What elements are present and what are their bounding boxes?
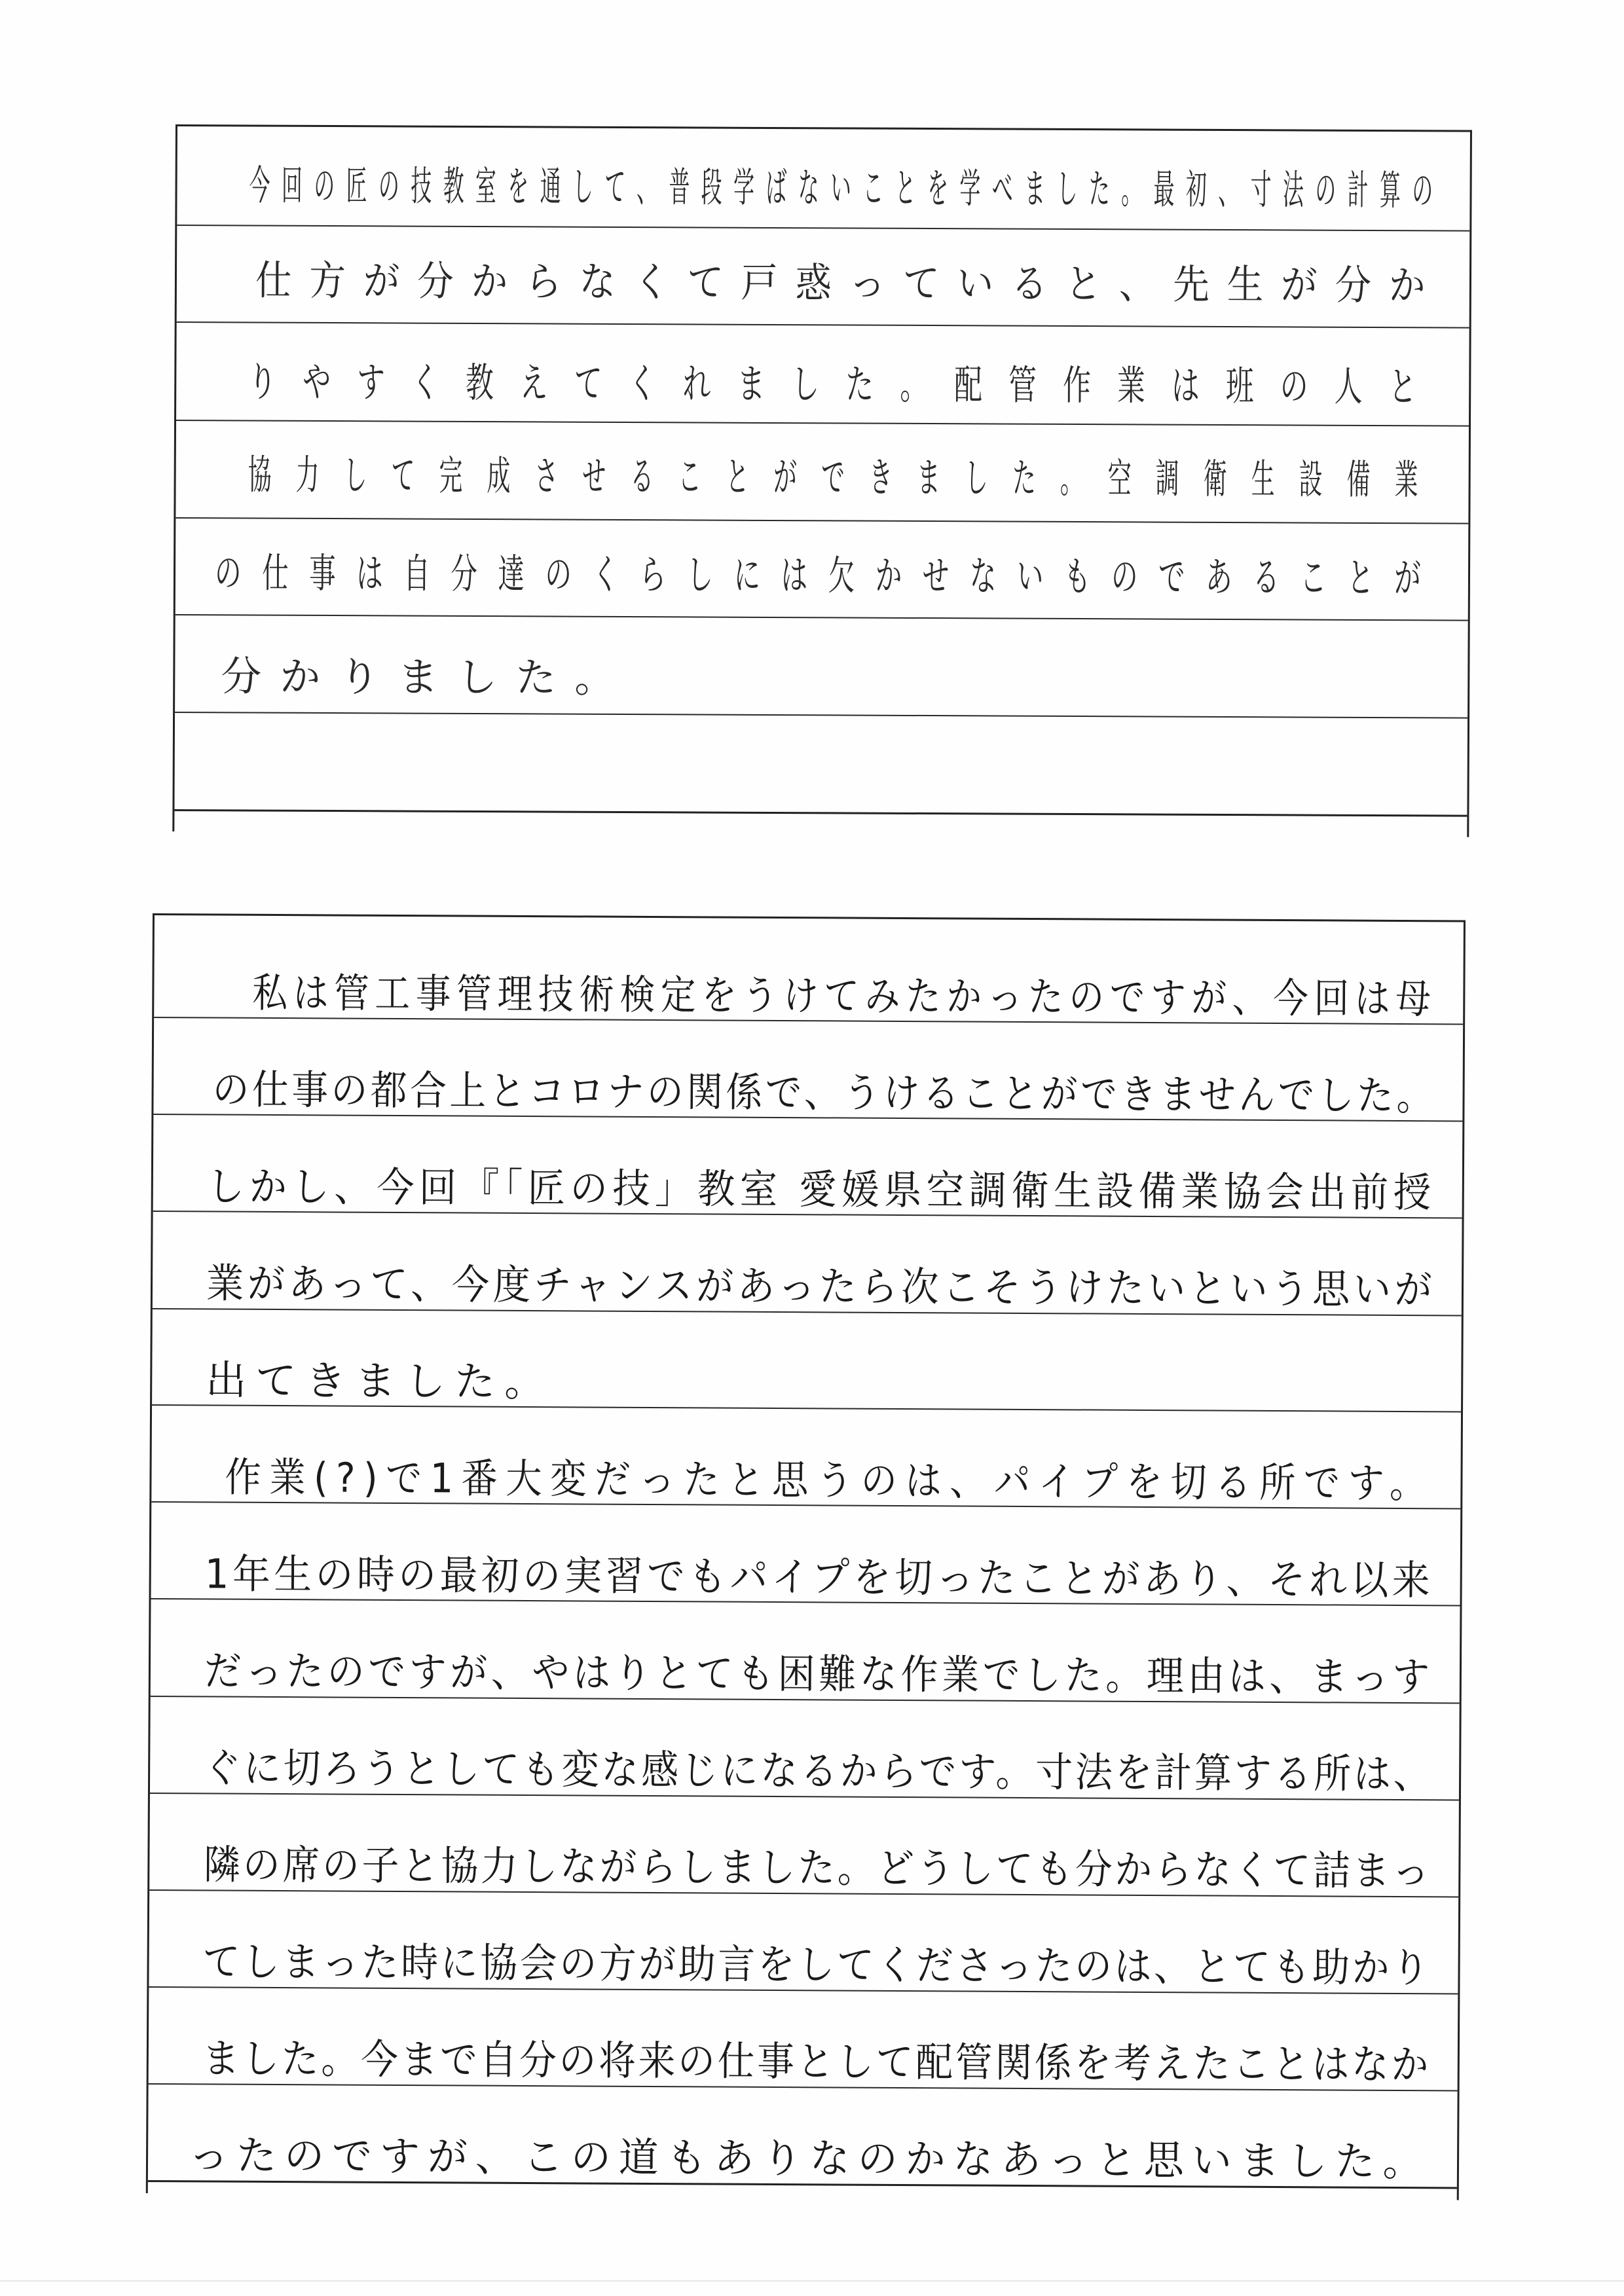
handwritten-line: りやすく教えてくれました。配管作業は班の人と <box>248 357 1443 411</box>
handwritten-line: の仕事の都合上とコロナの関係で、うけることができませんでした。 <box>212 1065 1436 1120</box>
handwritten-line: の仕事は自分達のくらしには欠かせないものであることが <box>214 549 1442 602</box>
handwritten-line: ったのですが、この道もありなのかなあっと思いました。 <box>188 2131 1431 2186</box>
handwritten-line: 分かりました。 <box>221 652 634 702</box>
ruled-line <box>174 809 1467 817</box>
handwritten-line: 作業(?)で1番大変だったと思うのは、パイプを切る所です。 <box>225 1453 1435 1508</box>
handwritten-line: 1年生の時の最初の実習でもパイプを切ったことがあり、それ以来 <box>204 1550 1434 1605</box>
handwritten-line: 業があって、今度チャンスがあったら次こそうけたいという思いが <box>206 1259 1436 1314</box>
ruled-line <box>177 321 1469 329</box>
ruled-line <box>175 614 1468 621</box>
handwritten-line: ました。今まで自分の将来の仕事として配管関係を考えたことはなか <box>202 2034 1431 2089</box>
handwritten-line: 出てきました。 <box>206 1356 555 1406</box>
essay-box-upper <box>172 124 1472 837</box>
handwritten-line: ぐに切ろうとしても変な感じになるからです。寸法を計算する所は、 <box>203 1743 1433 1798</box>
handwritten-line: だったのですが、やはりとても困難な作業でした。理由は、まっす <box>204 1647 1433 1702</box>
ruled-line <box>175 712 1467 719</box>
handwritten-line: 今回の匠の技教室を通して、普段学ばないことを学べました。最初、寸法の計算の <box>249 161 1445 215</box>
handwritten-line: てしまった時に協会の方が助言をしてくださったのは、とても助かり <box>202 1937 1431 1992</box>
ruled-line <box>177 225 1469 232</box>
handwritten-line: 協力して完成させることができました。空調衛生設備業 <box>248 450 1443 504</box>
essay-box-lower <box>146 913 1466 2200</box>
ruled-line <box>176 420 1469 427</box>
handwritten-line: しかし、今回『「匠の技」教室 愛媛県空調衛生設備業協会出前授 <box>206 1162 1436 1217</box>
handwritten-line: 仕方が分からなくて戸惑っていると、先生が分か <box>255 256 1443 310</box>
ruled-line <box>175 517 1468 524</box>
scan-edge <box>0 2280 1624 2282</box>
handwritten-line: 隣の席の子と協力しながらしました。どうしても分からなくて詰まっ <box>203 1840 1432 1895</box>
handwritten-line: 私は管工事管理技術検定をうけてみたかったのですが、今回は母 <box>252 968 1437 1023</box>
